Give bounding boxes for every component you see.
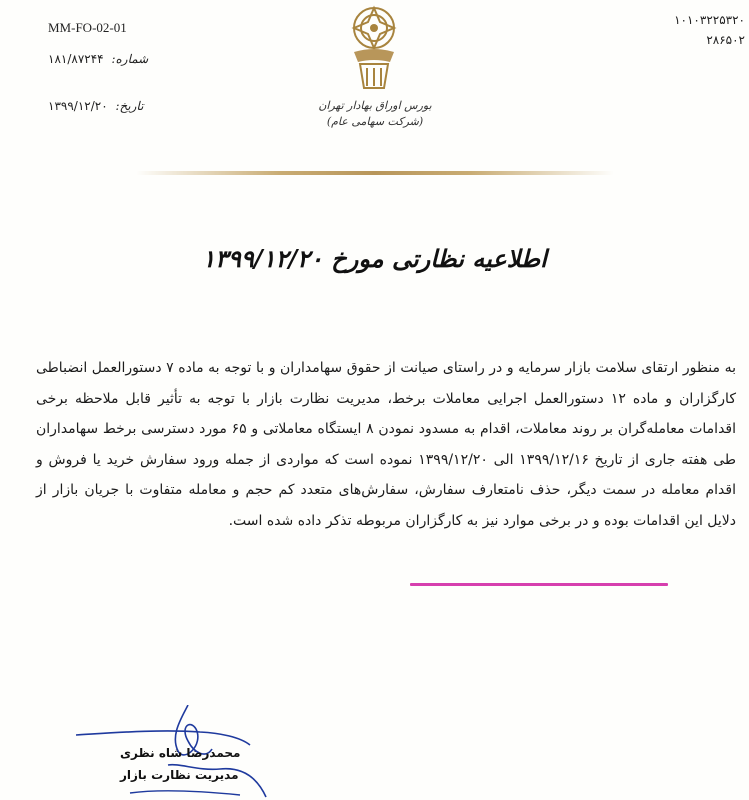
date-value: ۱۳۹۹/۱۲/۲۰	[48, 99, 108, 113]
letter-number	[48, 52, 148, 66]
notice-body	[36, 353, 736, 536]
organization-name-text: بورس اوراق بهادار تهران	[318, 99, 432, 112]
tse-emblem-icon	[340, 2, 408, 92]
number-label: شماره:	[111, 52, 149, 66]
phone-number-1: ۱۰۱۰۳۲۲۵۳۲۰	[674, 13, 745, 27]
contact-numbers	[674, 10, 745, 50]
signer-title: مدیریت نظارت بازار	[120, 768, 239, 782]
letter-date	[48, 99, 143, 113]
header-divider	[136, 171, 614, 175]
date-label: تاریخ:	[115, 99, 144, 113]
notice-title: اطلاعیه نظارتی مورخ ۱۳۹۹/۱۲/۲۰	[202, 244, 547, 273]
signer-name: محمدرضا شاه نظری	[120, 746, 241, 760]
form-code: MM-FO-02-01	[48, 20, 127, 35]
phone-number-2: ۲۸۶۵۰۲	[706, 33, 745, 47]
notice-paragraph: به منظور ارتقای سلامت بازار سرمایه و در راستای صیانت از حقوق سهامداران و با توجه به ماده ۷ دستورالعمل انضباطی کارگزاران و ماده ۱۲ دستورالعمل اجرایی معاملات برخط، مدیریت نظارت بازار با توجه به تأثیر قابل ملاحظه برخی اقدامات معامله‌گران بر روند معاملات، اقدام به مسدود نمودن ۸ ایستگاه معاملاتی و ۶۵ مورد دسترسی برخط سهامداران طی هفته جاری از تاریخ ۱۳۹۹/۱۲/۱۶ الی ۱۳۹۹/۱۲/۲۰ نموده است که مواردی از جمله ورود سفارش خرید یا فروش و اقدام معامله در سمت دیگر، حذف نامتعارف سفارش، سفارش‌های متعدد کم حجم و معامله متفاوت با جریان بازار از دلایل این اقدامات بوده و در برخی موارد نیز به کارگزاران مربوطه تذکر داده شده است.	[36, 360, 737, 529]
organization-subtitle: (شرکت سهامی عام)	[326, 115, 424, 128]
organization-name	[300, 98, 450, 130]
number-value: ۱۸۱/۸۷۲۴۴	[48, 52, 104, 66]
highlight-underline	[410, 583, 668, 586]
